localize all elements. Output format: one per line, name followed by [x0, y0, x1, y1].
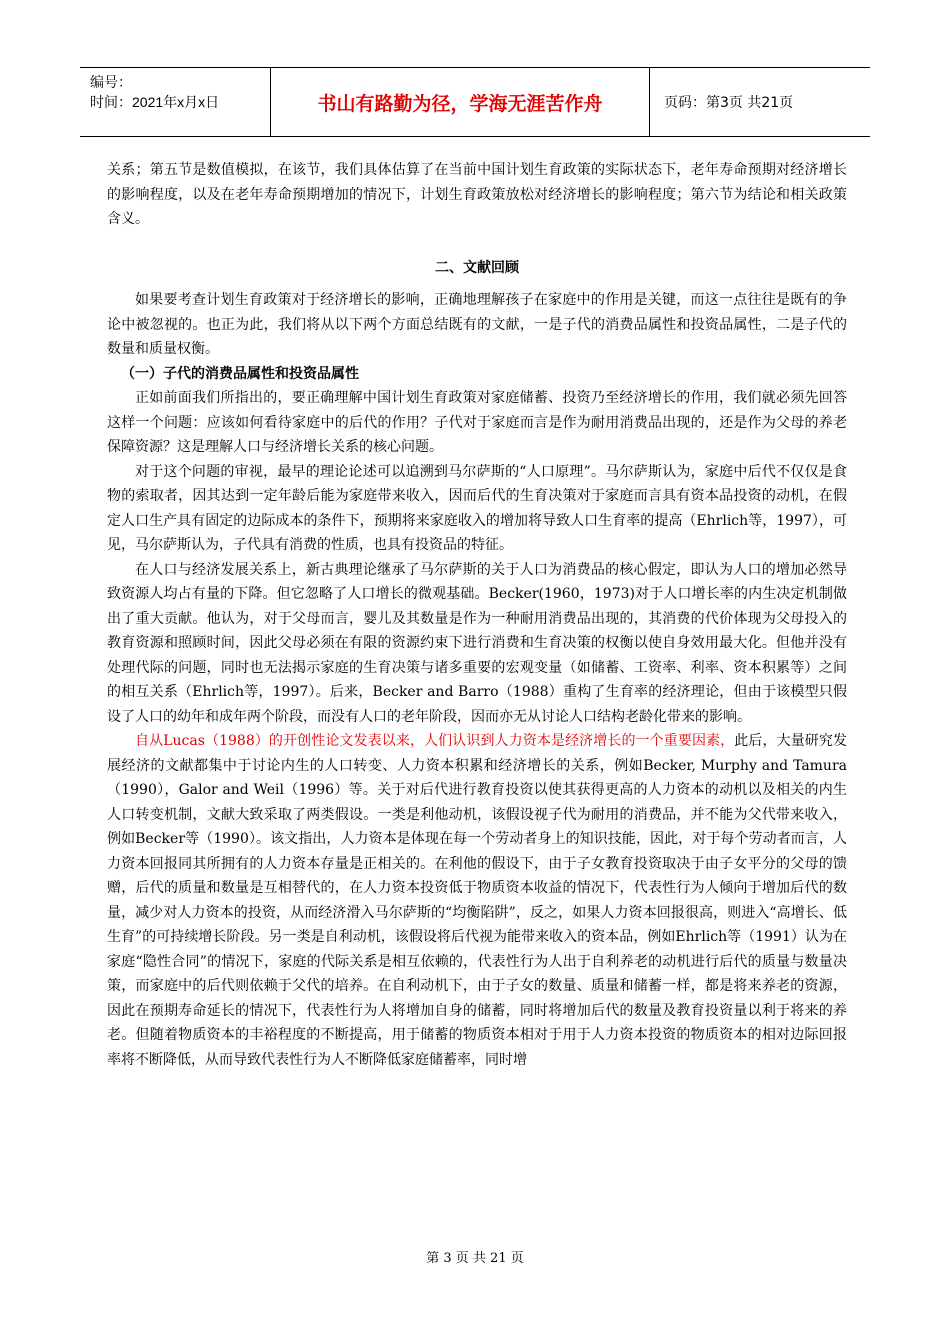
page-footer: 第 3 页 共 21 页 [426, 1251, 524, 1266]
paragraph-5 [107, 729, 847, 1072]
document-body [107, 158, 847, 1072]
subsection-title: （一）子代的消费品属性和投资品属性 [121, 365, 359, 382]
document-time-label: 时间：2021年x月x日 [90, 94, 220, 110]
paragraph-2: 正如前面我们所指出的，要正确理解中国计划生育政策对家庭储蓄、投资乃至经济增长的作用，我们就必须先回答这样一个问题：应该如何看待家庭中的后代的作用？子代对于家庭而言是作为耐用消费品出现的，还是作为父母的养老保障资源？这是理解人口与经济增长关系的核心问题。 [107, 390, 847, 455]
paragraph-3: 对于这个问题的审视，最早的理论论述可以追溯到马尔萨斯的“人口原理”。马尔萨斯认为，家庭中后代不仅仅是食物的索取者，因其达到一定年龄后能为家庭带来收入，因而后代的生育决策对于家庭而言具有资本品投资的动机，在假定人口生产具有固定的边际成本的条件下，预期将来家庭收入的增加将导致人口生育率的提高（Ehrlich等，1997），可见，马尔萨斯认为，子代具有消费的性质，也具有投资品的特征。 [107, 463, 847, 553]
paragraph-5-rest: 此后，大量研究发展经济的文献都集中于讨论内生的人口转变、人力资本积累和经济增长的关系，例如Becker, Murphy and Tamura（1990），Galor and Weil（1996）等。关于对后代进行教育投资以使其获得更高的人力资本的动机以及相关的内生人口转变机制，文献大致采取了两类假设。一类是利他动机，该假设视子代为耐用的消费品，并不能为父代带来收入，例如Becker等（1990）。该文指出，人力资本是体现在每一个劳动者身上的知识技能，因此，对于每个劳动者而言，人力资本回报同其所拥有的人力资本存量是正相关的。在利他的假设下，由于子女教育投资取决于由子女平分的父母的馈赠，后代的质量和数量是互相替代的，在人力资本投资低于物质资本收益的情况下，代表性行为人倾向于增加后代的数量，减少对人力资本的投资，从而经济滑入马尔萨斯的“均衡陷阱”，反之，如果人力资本回报很高，则进入“高增长、低生育”的可持续增长阶段。另一类是自利动机，该假设将后代视为能带来收入的资本品，例如Ehrlich等（1991）认为在家庭“隐性合同”的情况下，家庭的代际关系是相互依赖的，代表性行为人出于自利养老的动机进行后代的质量与数量决策，而家庭中的后代则依赖于父代的培养。在自利动机下，由于子女的数量、质量和储蓄一样，都是将来养老的资源，因此在预期寿命延长的情况下，代表性行为人将增加自身的储蓄，同时将增加后代的数量及教育投资量以利于将来的养老。但随着物质资本的丰裕程度的不断提高，用于储蓄的物质资本相对于用于人力资本投资的物质资本的相对边际回报率将不断降低，从而导致代表性行为人不断降低家庭储蓄率，同时增 [107, 733, 848, 1068]
section-title: 二、文献回顾 [435, 259, 519, 276]
paragraph-1: 如果要考查计划生育政策对于经济增长的影响，正确地理解孩子在家庭中的作用是关键，而这一点往往是既有的争论中被忽视的。也正为此，我们将从以下两个方面总结既有的文献，一是子代的消费品属性和投资品属性，二是子代的数量和质量权衡。 [107, 292, 847, 357]
document-number-label: 编号： [90, 74, 132, 90]
header-meta [80, 68, 270, 136]
page-header [80, 67, 870, 137]
intro-paragraph: 关系；第五节是数值模拟，在该节，我们具体估算了在当前中国计划生育政策的实际状态下，老年寿命预期对经济增长的影响程度，以及在老年寿命预期增加的情况下，计划生育政策放松对经济增长的影响程度；第六节为结论和相关政策含义。 [107, 162, 847, 227]
paragraph-4: 在人口与经济发展关系上，新古典理论继承了马尔萨斯的关于人口为消费品的核心假定，即认为人口的增加必然导致资源人均占有量的下降。但它忽略了人口增长的微观基础。Becker(1960，1973)对于人口增长率的内生决定机制做出了重大贡献。他认为，对于父母而言，婴儿及其数量是作为一种耐用消费品出现的，其消费的代价体现为父母投入的教育资源和照顾时间，因此父母必须在有限的资源约束下进行消费和生育决策的权衡以使自身效用最大化。但他并没有处理代际的问题，同时也无法揭示家庭的生育决策与诸多重要的宏观变量（如储蓄、工资率、利率、资本积累等）之间的相互关系（Ehrlich等，1997）。后来，Becker and Barro（1988）重构了生育率的经济理论，但由于该模型只假设了人口的幼年和成年两个阶段，而没有人口的老年阶段，因而亦无从讨论人口结构老龄化带来的影响。 [107, 561, 847, 725]
header-page-info: 页码：第3页 共21页 [664, 95, 794, 111]
header-motto: 书山有路勤为径，学海无涯苦作舟 [270, 68, 650, 136]
highlighted-sentence: 自从Lucas（1988）的开创性论文发表以来，人们认识到人力资本是经济增长的一个重要因素， [135, 733, 735, 749]
